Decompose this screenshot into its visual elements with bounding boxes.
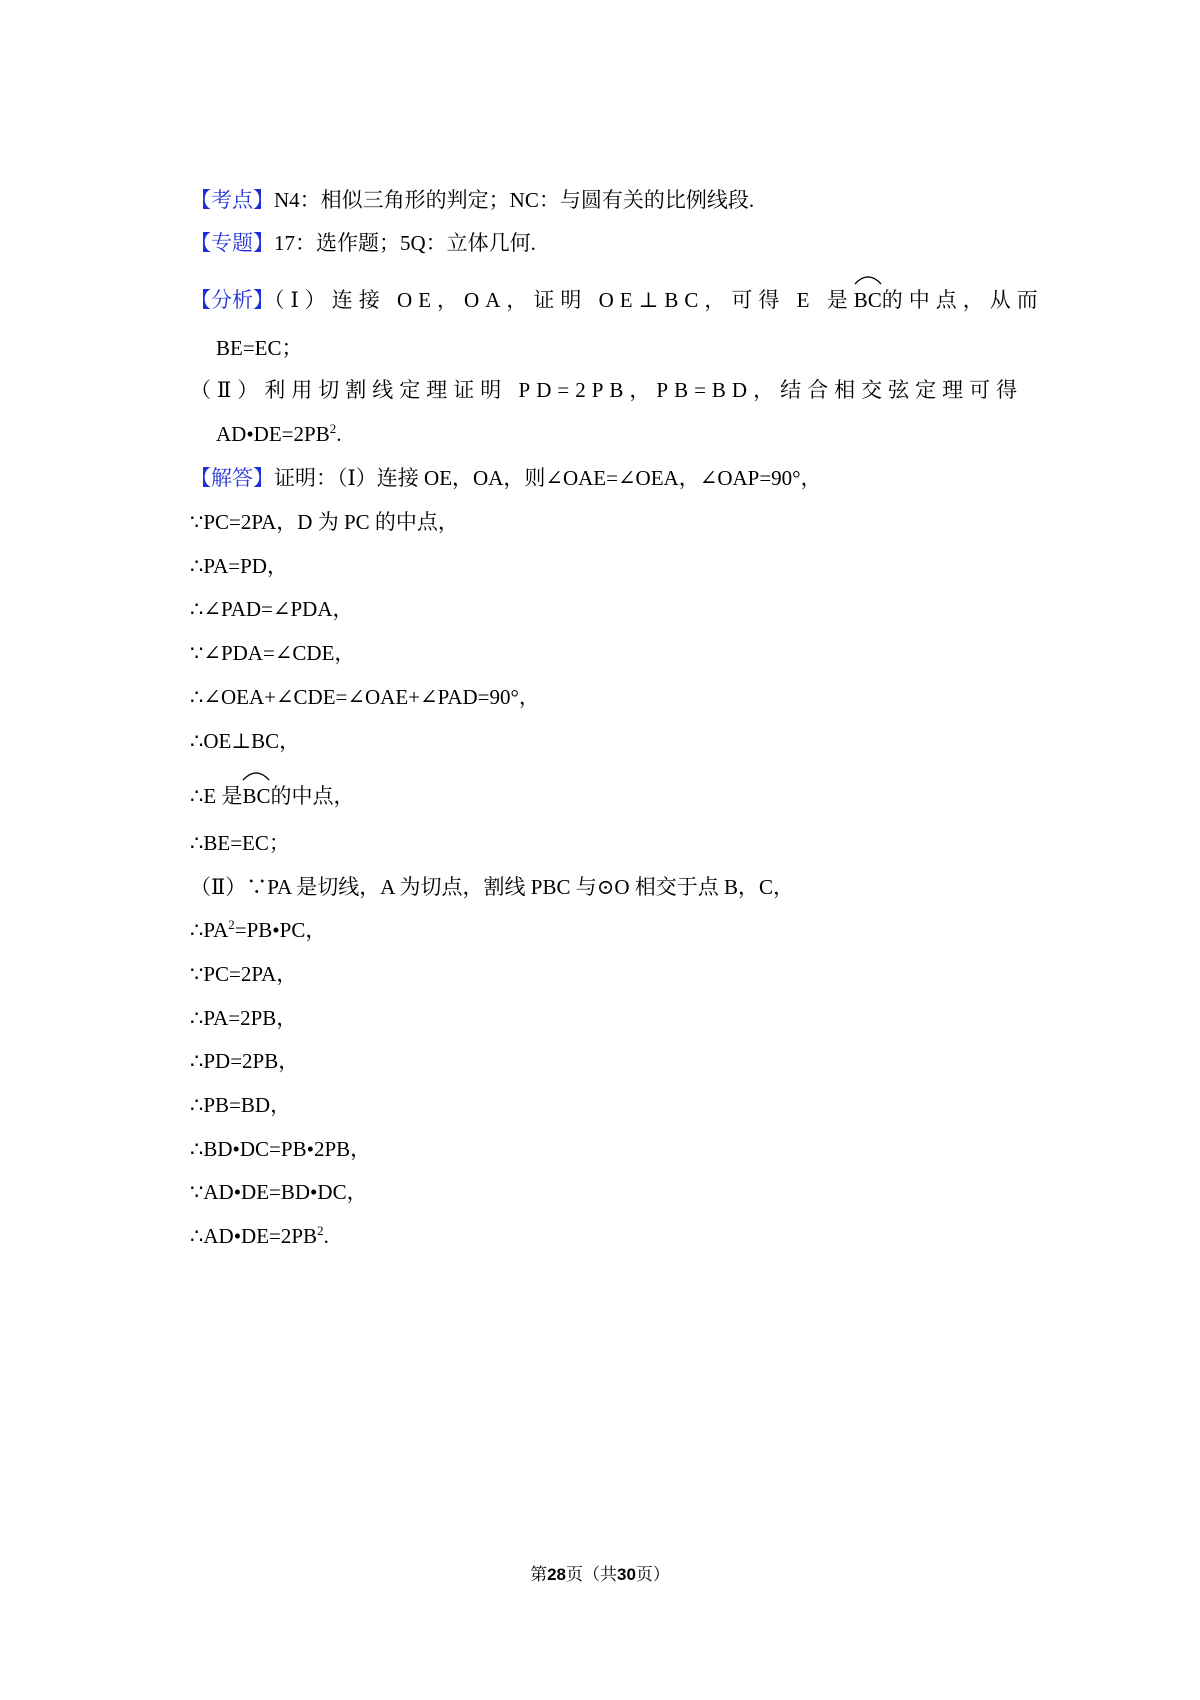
fenxi-part2-end: . (336, 422, 342, 446)
fenxi-superscript: 2 (329, 421, 337, 436)
arc-bc-label: BC (242, 777, 270, 811)
kaodian-line (190, 185, 754, 215)
arc-icon (854, 273, 882, 285)
proof-line: ∴PA=2PB， (190, 1006, 298, 1030)
jieda-first-line: 证明：（Ⅰ）连接 OE，OA，则∠OAE=∠OEA，∠OAP=90°， (274, 466, 822, 490)
zhuanti-text: 17：选作题；5Q：立体几何. (274, 231, 536, 255)
proof-line: ∴PD=2PB， (190, 1049, 300, 1073)
proof-line: ∴BE=EC； (190, 831, 290, 855)
fenxi-line-1 (190, 281, 1044, 315)
zhuanti-tag: 【专题】 (190, 231, 274, 255)
pa2-before: ∴PA (190, 918, 229, 942)
proof-arc-before: ∴E 是 (190, 784, 243, 808)
fenxi-line-3 (190, 375, 1023, 405)
pa2-after: =PB•PC， (234, 918, 327, 942)
fenxi-part2-line2: AD•DE=2PB (216, 422, 330, 446)
footer-total-pages: 30 (617, 1565, 636, 1584)
arc-bc-label: BC (854, 281, 882, 315)
kaodian-text: N4：相似三角形的判定；NC：与圆有关的比例线段. (274, 188, 755, 212)
proof-line: ∴OE⊥BC， (190, 729, 301, 753)
proof-line: ∴BD•DC=PB•2PB， (190, 1137, 372, 1161)
proof-line: ∵∠PDA=∠CDE， (190, 641, 356, 665)
arc-icon (242, 769, 270, 781)
fenxi-part1-line2: BE=EC； (216, 336, 303, 360)
proof-line: ∴∠OEA+∠CDE=∠OAE+∠PAD=90°， (190, 685, 540, 709)
footer-suffix: 页） (635, 1565, 670, 1584)
fenxi-line-4 (216, 419, 341, 449)
proof-line: ∴∠PAD=∠PDA， (190, 597, 354, 621)
proof-line-part2: （Ⅱ）∵PA 是切线，A 为切点，割线 PBC 与⊙O 相交于点 B，C， (190, 875, 795, 899)
footer-page-number: 28 (547, 1565, 566, 1584)
jieda-line-1 (190, 463, 822, 493)
jieda-tag: 【解答】 (190, 466, 274, 490)
footer-middle: 页（共 (566, 1565, 617, 1584)
kaodian-tag: 【考点】 (190, 188, 274, 212)
proof-line: ∵PC=2PA，D 为 PC 的中点， (190, 510, 459, 534)
last-before: ∴AD•DE=2PB (190, 1224, 318, 1248)
fenxi-part1-text: （Ⅰ）连接 OE，OA，证明 OE⊥BC，可得 E 是 (274, 288, 854, 312)
proof-line-arc (190, 777, 354, 811)
proof-line-last (190, 1221, 329, 1251)
proof-line-pa2 (190, 915, 326, 945)
proof-line: ∵PC=2PA， (190, 962, 298, 986)
proof-line: ∴PA=PD， (190, 554, 288, 578)
page-footer (0, 1563, 1200, 1587)
fenxi-part1-tail: 的中点，从而 (881, 288, 1044, 312)
fenxi-part2-line1: （Ⅱ）利用切割线定理证明 PD=2PB，PB=BD，结合相交弦定理可得 (190, 378, 1024, 402)
proof-line: ∴PB=BD， (190, 1093, 292, 1117)
fenxi-tag: 【分析】 (190, 288, 274, 312)
fenxi-line-2 (216, 333, 303, 363)
proof-line: ∵AD•DE=BD•DC， (190, 1180, 368, 1204)
pa2-superscript: 2 (228, 917, 235, 932)
zhuanti-line (190, 228, 536, 258)
last-after: . (323, 1224, 329, 1248)
last-superscript: 2 (317, 1223, 324, 1238)
proof-arc-after: 的中点， (270, 784, 355, 808)
footer-prefix: 第 (530, 1565, 548, 1584)
